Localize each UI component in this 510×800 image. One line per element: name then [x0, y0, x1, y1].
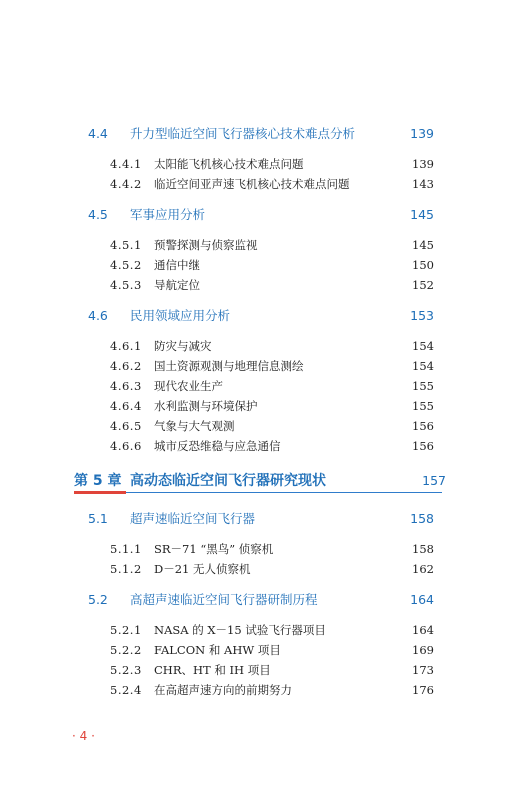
subsection-page: 152 [412, 278, 434, 292]
subsection-number: 4.5.1 [110, 238, 142, 252]
page-folio: · 4 · [72, 729, 95, 743]
section-page: 164 [410, 592, 434, 607]
section-number: 4.6 [88, 308, 108, 323]
subsection-page: 156 [412, 439, 434, 453]
subsection-page: 156 [412, 419, 434, 433]
subsection-title: 城市反恐维稳与应急通信 [154, 439, 281, 453]
subsection-title: 国土资源观测与地理信息测绘 [154, 359, 304, 373]
toc-subsection-4-6-6[interactable] [0, 436, 510, 456]
chapter-rule-accent [74, 491, 126, 494]
subsection-number: 5.2.4 [110, 683, 142, 697]
toc-subsection-5-2-4[interactable] [0, 680, 510, 700]
toc-subsection-5-1-1[interactable] [0, 539, 510, 559]
chapter-title: 高动态临近空间飞行器研究现状 [130, 473, 326, 489]
subsection-number: 5.1.2 [110, 562, 142, 576]
subsection-page: 164 [412, 623, 434, 637]
section-page: 153 [410, 308, 434, 323]
subsection-number: 4.5.2 [110, 258, 142, 272]
subsection-page: 150 [412, 258, 434, 272]
section-title: 高超声速临近空间飞行器研制历程 [130, 592, 318, 607]
toc-section-5-1[interactable] [0, 509, 510, 529]
section-title: 升力型临近空间飞行器核心技术难点分析 [130, 126, 356, 141]
subsection-title: 气象与大气观测 [154, 419, 235, 433]
toc-section-4-4[interactable] [0, 124, 510, 144]
section-page: 158 [410, 511, 434, 526]
subsection-number: 5.2.1 [110, 623, 142, 637]
subsection-title: 在高超声速方向的前期努力 [154, 683, 292, 697]
subsection-title: 水利监测与环境保护 [154, 399, 258, 413]
section-title: 民用领域应用分析 [130, 308, 231, 323]
subsection-title: 通信中继 [154, 258, 200, 272]
subsection-page: 176 [412, 683, 434, 697]
subsection-number: 4.6.4 [110, 399, 142, 413]
subsection-number: 4.5.3 [110, 278, 142, 292]
section-page: 145 [410, 207, 434, 222]
section-number: 5.1 [88, 511, 108, 526]
toc-subsection-4-5-1[interactable] [0, 235, 510, 255]
toc-subsection-4-6-3[interactable] [0, 376, 510, 396]
toc-subsection-4-6-5[interactable] [0, 416, 510, 436]
section-page: 139 [410, 126, 434, 141]
toc-subsection-5-2-1[interactable] [0, 620, 510, 640]
chapter-page: 157 [422, 473, 446, 488]
section-number: 4.5 [88, 207, 108, 222]
subsection-page: 139 [412, 157, 434, 171]
subsection-page: 162 [412, 562, 434, 576]
toc-subsection-4-5-3[interactable] [0, 275, 510, 295]
toc-subsection-5-2-3[interactable] [0, 660, 510, 680]
subsection-number: 4.6.6 [110, 439, 142, 453]
toc-subsection-4-6-2[interactable] [0, 356, 510, 376]
subsection-number: 5.1.1 [110, 542, 142, 556]
subsection-title: SR－71 “黑鸟” 侦察机 [154, 542, 274, 556]
subsection-title: NASA 的 X－15 试验飞行器项目 [154, 623, 326, 637]
subsection-title: CHR、HT 和 IH 项目 [154, 663, 271, 677]
subsection-title: 现代农业生产 [154, 379, 223, 393]
chapter-rule-line [126, 492, 442, 493]
subsection-page: 173 [412, 663, 434, 677]
subsection-title: FALCON 和 AHW 项目 [154, 643, 281, 657]
toc-subsection-4-4-1[interactable] [0, 154, 510, 174]
subsection-number: 4.4.1 [110, 157, 142, 171]
section-title: 超声速临近空间飞行器 [130, 511, 256, 526]
toc-subsection-5-1-2[interactable] [0, 559, 510, 579]
subsection-title: 临近空间亚声速飞机核心技术难点问题 [154, 177, 350, 191]
subsection-page: 145 [412, 238, 434, 252]
subsection-page: 158 [412, 542, 434, 556]
subsection-page: 154 [412, 339, 434, 353]
section-number: 4.4 [88, 126, 108, 141]
subsection-page: 143 [412, 177, 434, 191]
subsection-number: 4.4.2 [110, 177, 142, 191]
subsection-number: 4.6.2 [110, 359, 142, 373]
section-number: 5.2 [88, 592, 108, 607]
toc-section-4-5[interactable] [0, 205, 510, 225]
chapter-number: 第 5 章 [74, 473, 122, 489]
subsection-number: 4.6.1 [110, 339, 142, 353]
subsection-title: 太阳能飞机核心技术难点问题 [154, 157, 304, 171]
toc-section-4-6[interactable] [0, 306, 510, 326]
toc-subsection-5-2-2[interactable] [0, 640, 510, 660]
subsection-number: 4.6.5 [110, 419, 142, 433]
subsection-page: 155 [412, 379, 434, 393]
subsection-page: 169 [412, 643, 434, 657]
subsection-number: 5.2.3 [110, 663, 142, 677]
toc-subsection-4-6-4[interactable] [0, 396, 510, 416]
toc-subsection-4-4-2[interactable] [0, 174, 510, 194]
toc-chapter-5[interactable] [74, 470, 446, 494]
toc-subsection-4-6-1[interactable] [0, 336, 510, 356]
subsection-number: 4.6.3 [110, 379, 142, 393]
toc-section-5-2[interactable] [0, 590, 510, 610]
subsection-title: 预警探测与侦察监视 [154, 238, 258, 252]
subsection-title: 导航定位 [154, 278, 200, 292]
subsection-title: 防灾与减灾 [154, 339, 212, 353]
section-title: 军事应用分析 [130, 207, 206, 222]
toc-subsection-4-5-2[interactable] [0, 255, 510, 275]
subsection-number: 5.2.2 [110, 643, 142, 657]
subsection-page: 155 [412, 399, 434, 413]
subsection-title: D－21 无人侦察机 [154, 562, 251, 576]
subsection-page: 154 [412, 359, 434, 373]
